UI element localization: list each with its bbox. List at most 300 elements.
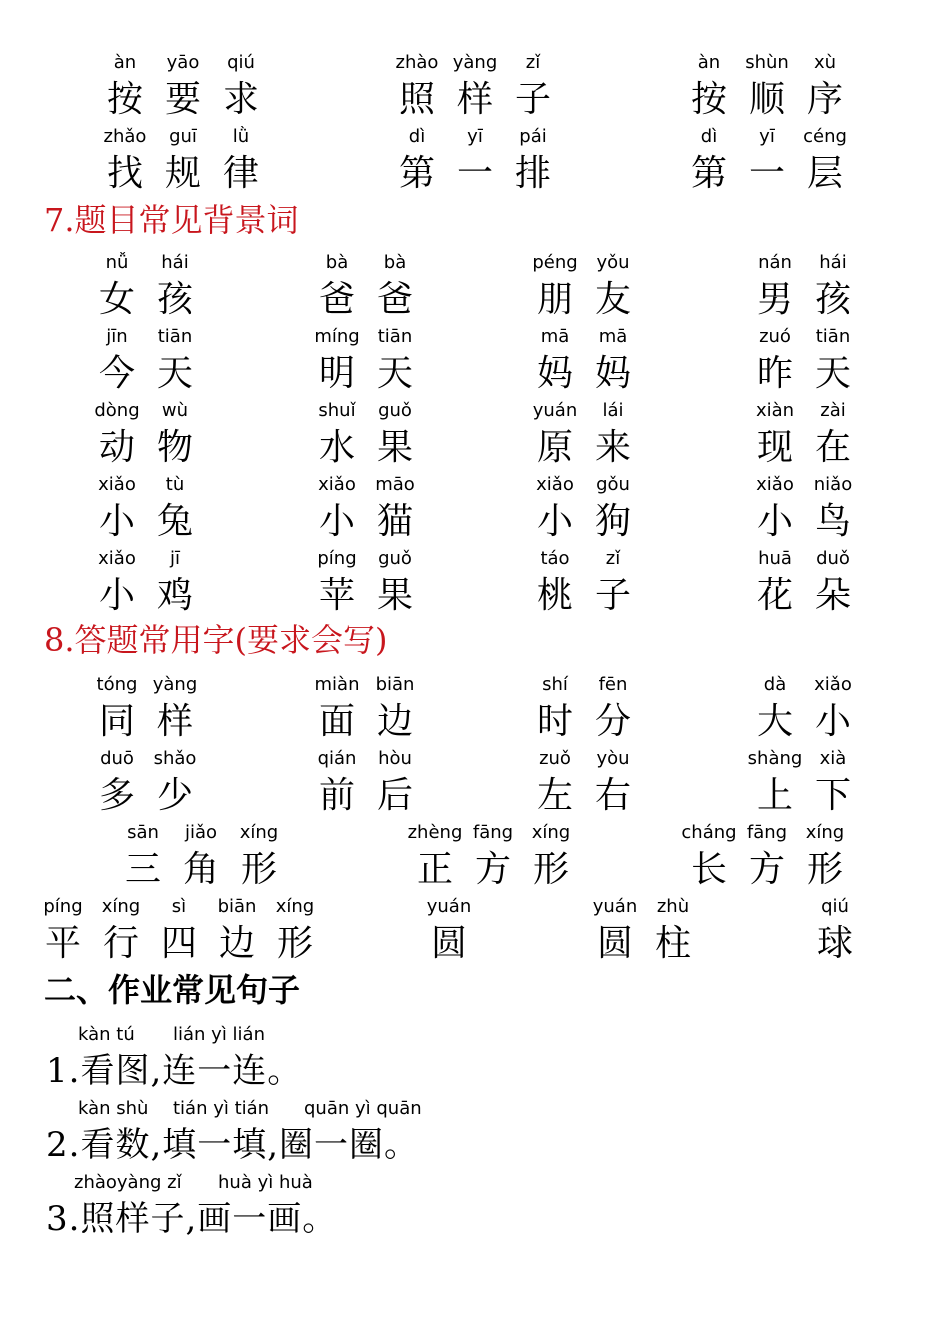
vocab-word bbox=[88, 672, 204, 746]
char-cell bbox=[308, 472, 366, 546]
hanzi: 律 bbox=[222, 153, 259, 194]
char-cell bbox=[804, 472, 862, 546]
hanzi: 物 bbox=[156, 427, 193, 468]
pinyin: cháng bbox=[681, 822, 737, 843]
char-cell bbox=[88, 672, 146, 746]
pinyin: xíng bbox=[275, 896, 315, 917]
vocab-word bbox=[388, 124, 562, 198]
hanzi: 小 bbox=[318, 501, 355, 542]
char-cell bbox=[584, 398, 642, 472]
hanzi: 花 bbox=[756, 575, 793, 616]
sentence-text: 1.看图,连一连。 bbox=[46, 1051, 303, 1091]
char-cell bbox=[146, 746, 204, 820]
sentence-2 bbox=[46, 1096, 422, 1168]
pinyin: jiǎo bbox=[184, 822, 218, 843]
hanzi: 平 bbox=[44, 923, 81, 964]
hanzi: 鸡 bbox=[156, 575, 193, 616]
pinyin: zhù bbox=[656, 896, 690, 917]
hanzi: 天 bbox=[156, 353, 193, 394]
hanzi: 来 bbox=[594, 427, 631, 468]
hanzi: 动 bbox=[98, 427, 135, 468]
vocab-word bbox=[308, 398, 424, 472]
char-cell bbox=[738, 50, 796, 124]
pinyin: píng bbox=[43, 896, 83, 917]
pinyin: yòu bbox=[596, 748, 630, 769]
char-cell bbox=[308, 546, 366, 620]
pinyin: píng bbox=[317, 548, 357, 569]
pinyin: táo bbox=[540, 548, 570, 569]
hanzi: 求 bbox=[222, 79, 259, 120]
pinyin: xiǎo bbox=[98, 548, 136, 569]
hanzi: 长 bbox=[690, 849, 727, 890]
char-cell bbox=[804, 324, 862, 398]
hanzi: 天 bbox=[376, 353, 413, 394]
vocab-word bbox=[34, 894, 324, 968]
sentence-3-pinyin bbox=[46, 1170, 337, 1196]
hanzi: 一 bbox=[456, 153, 493, 194]
vocab-word bbox=[746, 672, 862, 746]
hanzi: 苹 bbox=[318, 575, 355, 616]
hanzi: 昨 bbox=[756, 353, 793, 394]
pinyin-text: huà yì huà bbox=[218, 1172, 313, 1193]
hanzi: 角 bbox=[182, 849, 219, 890]
pinyin: tiān bbox=[157, 326, 193, 347]
char-cell bbox=[308, 746, 366, 820]
hanzi: 下 bbox=[814, 775, 851, 816]
char-cell bbox=[88, 472, 146, 546]
hanzi: 水 bbox=[318, 427, 355, 468]
char-cell bbox=[146, 250, 204, 324]
char-cell bbox=[746, 398, 804, 472]
pinyin: guī bbox=[169, 126, 197, 147]
char-cell bbox=[526, 672, 584, 746]
pinyin: wù bbox=[161, 400, 189, 421]
pinyin: zǐ bbox=[525, 52, 541, 73]
hanzi: 找 bbox=[106, 153, 143, 194]
hanzi: 右 bbox=[594, 775, 631, 816]
vocab-word bbox=[526, 472, 642, 546]
hanzi: 桃 bbox=[536, 575, 573, 616]
char-cell bbox=[746, 250, 804, 324]
char-cell bbox=[308, 398, 366, 472]
char-cell bbox=[154, 124, 212, 198]
vocab-word bbox=[680, 50, 854, 124]
pinyin: yàng bbox=[152, 674, 198, 695]
pinyin: xiǎo bbox=[536, 474, 574, 495]
pinyin: mā bbox=[540, 326, 570, 347]
char-cell bbox=[146, 672, 204, 746]
hanzi: 子 bbox=[594, 575, 631, 616]
char-cell bbox=[522, 820, 580, 894]
vocab-word bbox=[88, 250, 204, 324]
section-7-title: 7.题目常见背景词 bbox=[44, 201, 299, 239]
vocab-word bbox=[88, 324, 204, 398]
char-cell bbox=[680, 124, 738, 198]
pinyin: xíng bbox=[531, 822, 571, 843]
hanzi: 子 bbox=[514, 79, 551, 120]
pinyin: hái bbox=[161, 252, 189, 273]
char-cell bbox=[746, 672, 804, 746]
pinyin: fēn bbox=[598, 674, 628, 695]
hanzi: 朋 bbox=[536, 279, 573, 320]
pinyin: dà bbox=[763, 674, 787, 695]
char-cell bbox=[806, 894, 864, 968]
hanzi: 小 bbox=[814, 701, 851, 742]
pinyin: duǒ bbox=[816, 548, 850, 569]
char-cell bbox=[88, 746, 146, 820]
pinyin: fāng bbox=[746, 822, 788, 843]
char-cell bbox=[230, 820, 288, 894]
char-cell bbox=[464, 820, 522, 894]
vocab-word bbox=[308, 546, 424, 620]
vocab-word bbox=[88, 746, 204, 820]
part-2-title: 二、作业常见句子 bbox=[44, 971, 301, 1009]
char-cell bbox=[738, 820, 796, 894]
char-cell bbox=[644, 894, 702, 968]
char-cell bbox=[212, 124, 270, 198]
pinyin: guǒ bbox=[378, 548, 412, 569]
hanzi: 多 bbox=[98, 775, 135, 816]
hanzi: 狗 bbox=[594, 501, 631, 542]
vocab-word bbox=[526, 546, 642, 620]
hanzi: 形 bbox=[276, 923, 313, 964]
pinyin: yǒu bbox=[596, 252, 630, 273]
pinyin: yuán bbox=[426, 896, 472, 917]
pinyin: míng bbox=[314, 326, 360, 347]
pinyin: péng bbox=[532, 252, 578, 273]
char-cell bbox=[746, 746, 804, 820]
hanzi: 圆 bbox=[430, 923, 467, 964]
char-cell bbox=[88, 324, 146, 398]
pinyin: niǎo bbox=[813, 474, 853, 495]
pinyin: bà bbox=[325, 252, 349, 273]
hanzi: 左 bbox=[536, 775, 573, 816]
pinyin: xù bbox=[813, 52, 837, 73]
hanzi: 小 bbox=[98, 575, 135, 616]
hanzi: 猫 bbox=[376, 501, 413, 542]
pinyin: bà bbox=[383, 252, 407, 273]
hanzi: 孩 bbox=[156, 279, 193, 320]
pinyin: shǎo bbox=[153, 748, 197, 769]
char-cell bbox=[526, 398, 584, 472]
pinyin: shuǐ bbox=[318, 400, 356, 421]
vocab-word bbox=[88, 472, 204, 546]
pinyin: céng bbox=[803, 126, 847, 147]
pinyin: zuǒ bbox=[539, 748, 571, 769]
hanzi: 果 bbox=[376, 427, 413, 468]
char-cell bbox=[526, 472, 584, 546]
char-cell bbox=[584, 672, 642, 746]
vocab-word bbox=[308, 472, 424, 546]
hanzi: 明 bbox=[318, 353, 355, 394]
char-cell bbox=[146, 472, 204, 546]
char-cell bbox=[804, 746, 862, 820]
pinyin: fāng bbox=[472, 822, 514, 843]
pinyin: huā bbox=[758, 548, 792, 569]
char-cell bbox=[746, 324, 804, 398]
char-cell bbox=[366, 546, 424, 620]
pinyin: tù bbox=[165, 474, 185, 495]
hanzi: 女 bbox=[98, 279, 135, 320]
hanzi: 行 bbox=[102, 923, 139, 964]
hanzi: 按 bbox=[690, 79, 727, 120]
char-cell bbox=[504, 50, 562, 124]
char-cell bbox=[796, 820, 854, 894]
hanzi: 球 bbox=[816, 923, 853, 964]
char-cell bbox=[366, 672, 424, 746]
char-cell bbox=[96, 124, 154, 198]
hanzi: 同 bbox=[98, 701, 135, 742]
sentence-3 bbox=[46, 1170, 337, 1242]
char-cell bbox=[406, 820, 464, 894]
sentence-2-pinyin bbox=[46, 1096, 422, 1122]
hanzi: 爸 bbox=[376, 279, 413, 320]
hanzi: 原 bbox=[536, 427, 573, 468]
pinyin: lǜ bbox=[232, 126, 250, 147]
pinyin: hái bbox=[819, 252, 847, 273]
pinyin: dì bbox=[408, 126, 426, 147]
hanzi: 朵 bbox=[814, 575, 851, 616]
pinyin: xiǎo bbox=[98, 474, 136, 495]
hanzi: 男 bbox=[756, 279, 793, 320]
hanzi: 友 bbox=[594, 279, 631, 320]
pinyin: miàn bbox=[314, 674, 360, 695]
char-cell bbox=[34, 894, 92, 968]
char-cell bbox=[150, 894, 208, 968]
pinyin: zǐ bbox=[605, 548, 621, 569]
vocab-word bbox=[746, 250, 862, 324]
vocab-word bbox=[526, 672, 642, 746]
hanzi: 边 bbox=[376, 701, 413, 742]
vocab-word bbox=[96, 50, 270, 124]
char-cell bbox=[586, 894, 644, 968]
pinyin: zhèng bbox=[407, 822, 463, 843]
vocab-word bbox=[406, 820, 580, 894]
pinyin: yī bbox=[759, 126, 775, 147]
char-cell bbox=[92, 894, 150, 968]
char-cell bbox=[88, 250, 146, 324]
pinyin: xíng bbox=[239, 822, 279, 843]
pinyin: tiān bbox=[815, 326, 851, 347]
hanzi: 层 bbox=[806, 153, 843, 194]
char-cell bbox=[308, 672, 366, 746]
pinyin: jī bbox=[169, 548, 180, 569]
hanzi: 少 bbox=[156, 775, 193, 816]
pinyin: xiàn bbox=[755, 400, 795, 421]
pinyin: yī bbox=[467, 126, 483, 147]
char-cell bbox=[366, 250, 424, 324]
hanzi: 照 bbox=[398, 79, 435, 120]
hanzi: 柱 bbox=[654, 923, 691, 964]
hanzi: 圆 bbox=[596, 923, 633, 964]
char-cell bbox=[172, 820, 230, 894]
char-cell bbox=[584, 250, 642, 324]
hanzi: 小 bbox=[536, 501, 573, 542]
vocab-word bbox=[420, 894, 478, 968]
hanzi: 果 bbox=[376, 575, 413, 616]
hanzi: 兔 bbox=[156, 501, 193, 542]
sentence-text: 3.照样子,画一画。 bbox=[46, 1199, 338, 1239]
pinyin: nán bbox=[758, 252, 792, 273]
vocab-word bbox=[308, 324, 424, 398]
hanzi: 样 bbox=[456, 79, 493, 120]
section-8-title: 8.答题常用字(要求会写) bbox=[44, 621, 388, 659]
vocab-word bbox=[746, 324, 862, 398]
pinyin: dòng bbox=[94, 400, 140, 421]
pinyin: mā bbox=[598, 326, 628, 347]
vocab-word bbox=[526, 746, 642, 820]
hanzi: 要 bbox=[164, 79, 201, 120]
char-cell bbox=[746, 472, 804, 546]
hanzi: 时 bbox=[536, 701, 573, 742]
char-cell bbox=[388, 50, 446, 124]
vocab-word bbox=[746, 746, 862, 820]
hanzi: 在 bbox=[814, 427, 851, 468]
char-cell bbox=[308, 250, 366, 324]
sentence-1-pinyin bbox=[46, 1022, 302, 1048]
char-cell bbox=[746, 546, 804, 620]
char-cell bbox=[584, 472, 642, 546]
pinyin-text: kàn tú bbox=[78, 1024, 135, 1045]
char-cell bbox=[584, 546, 642, 620]
pinyin: àn bbox=[113, 52, 137, 73]
pinyin: duō bbox=[100, 748, 134, 769]
hanzi: 规 bbox=[164, 153, 201, 194]
pinyin: sì bbox=[171, 896, 187, 917]
char-cell bbox=[212, 50, 270, 124]
vocab-word bbox=[88, 546, 204, 620]
pinyin: yàng bbox=[452, 52, 498, 73]
hanzi: 序 bbox=[806, 79, 843, 120]
pinyin: qián bbox=[317, 748, 357, 769]
hanzi: 鸟 bbox=[814, 501, 851, 542]
char-cell bbox=[388, 124, 446, 198]
vocab-word bbox=[388, 50, 562, 124]
pinyin: biān bbox=[217, 896, 257, 917]
pinyin: jīn bbox=[106, 326, 128, 347]
char-cell bbox=[366, 746, 424, 820]
pinyin-text: quān yì quān bbox=[304, 1098, 422, 1119]
hanzi: 顺 bbox=[748, 79, 785, 120]
pinyin: māo bbox=[375, 474, 415, 495]
pinyin: nǚ bbox=[105, 252, 129, 273]
pinyin: xiǎo bbox=[756, 474, 794, 495]
char-cell bbox=[804, 398, 862, 472]
pinyin: pái bbox=[519, 126, 547, 147]
pinyin-text: tián yì tián bbox=[173, 1098, 270, 1119]
hanzi: 形 bbox=[806, 849, 843, 890]
vocab-word bbox=[806, 894, 864, 968]
pinyin: lái bbox=[602, 400, 624, 421]
pinyin: xiǎo bbox=[318, 474, 356, 495]
hanzi: 样 bbox=[156, 701, 193, 742]
char-cell bbox=[526, 324, 584, 398]
vocab-word bbox=[746, 546, 862, 620]
pinyin: shùn bbox=[745, 52, 789, 73]
hanzi: 妈 bbox=[594, 353, 631, 394]
hanzi: 方 bbox=[474, 849, 511, 890]
char-cell bbox=[146, 324, 204, 398]
pinyin: àn bbox=[697, 52, 721, 73]
char-cell bbox=[366, 398, 424, 472]
hanzi: 正 bbox=[416, 849, 453, 890]
hanzi: 分 bbox=[594, 701, 631, 742]
char-cell bbox=[584, 746, 642, 820]
char-cell bbox=[308, 324, 366, 398]
hanzi: 边 bbox=[218, 923, 255, 964]
hanzi: 孩 bbox=[814, 279, 851, 320]
vocab-word bbox=[96, 124, 270, 198]
char-cell bbox=[146, 546, 204, 620]
vocab-word bbox=[308, 250, 424, 324]
vocab-word bbox=[114, 820, 288, 894]
hanzi: 面 bbox=[318, 701, 355, 742]
hanzi: 天 bbox=[814, 353, 851, 394]
pinyin: zhǎo bbox=[103, 126, 147, 147]
sentence-text: 2.看数,填一填,圈一圈。 bbox=[46, 1125, 420, 1165]
pinyin: yuán bbox=[592, 896, 638, 917]
vocab-word bbox=[308, 746, 424, 820]
sentence-1 bbox=[46, 1022, 302, 1094]
pinyin: yuán bbox=[532, 400, 578, 421]
char-cell bbox=[114, 820, 172, 894]
hanzi: 后 bbox=[376, 775, 413, 816]
char-cell bbox=[584, 324, 642, 398]
pinyin-text: zhàoyàng zǐ bbox=[74, 1172, 182, 1193]
char-cell bbox=[804, 250, 862, 324]
hanzi: 现 bbox=[756, 427, 793, 468]
char-cell bbox=[738, 124, 796, 198]
pinyin: xíng bbox=[805, 822, 845, 843]
vocab-word bbox=[526, 398, 642, 472]
pinyin: shí bbox=[542, 674, 568, 695]
pinyin: sān bbox=[127, 822, 159, 843]
vocab-word bbox=[746, 398, 862, 472]
pinyin: xià bbox=[819, 748, 847, 769]
char-cell bbox=[366, 472, 424, 546]
hanzi: 形 bbox=[240, 849, 277, 890]
pinyin: qiú bbox=[227, 52, 255, 73]
char-cell bbox=[366, 324, 424, 398]
hanzi: 一 bbox=[748, 153, 785, 194]
hanzi: 排 bbox=[514, 153, 551, 194]
char-cell bbox=[446, 124, 504, 198]
char-cell bbox=[504, 124, 562, 198]
hanzi: 小 bbox=[98, 501, 135, 542]
pinyin: biān bbox=[375, 674, 415, 695]
vocab-word bbox=[88, 398, 204, 472]
pinyin: tiān bbox=[377, 326, 413, 347]
pinyin: tóng bbox=[96, 674, 138, 695]
vocab-word bbox=[526, 324, 642, 398]
hanzi: 今 bbox=[98, 353, 135, 394]
hanzi: 四 bbox=[160, 923, 197, 964]
vocab-word bbox=[680, 820, 854, 894]
pinyin: zài bbox=[820, 400, 846, 421]
pinyin: shàng bbox=[747, 748, 803, 769]
hanzi: 上 bbox=[756, 775, 793, 816]
char-cell bbox=[526, 546, 584, 620]
char-cell bbox=[208, 894, 266, 968]
pinyin: zuó bbox=[759, 326, 791, 347]
char-cell bbox=[526, 746, 584, 820]
char-cell bbox=[526, 250, 584, 324]
vocab-word bbox=[526, 250, 642, 324]
pinyin: qiú bbox=[821, 896, 849, 917]
pinyin: xíng bbox=[101, 896, 141, 917]
hanzi: 妈 bbox=[536, 353, 573, 394]
pinyin-text: lián yì lián bbox=[173, 1024, 265, 1045]
